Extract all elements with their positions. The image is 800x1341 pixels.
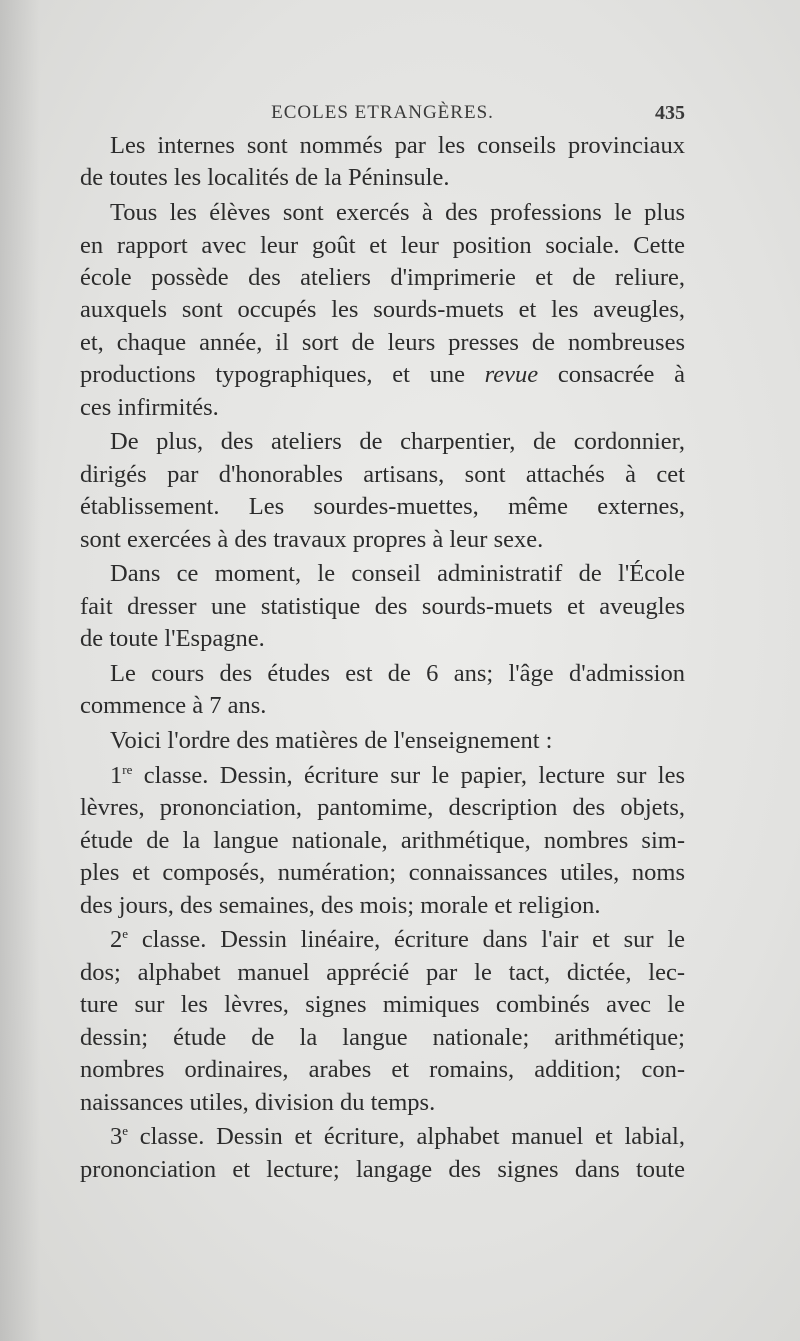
text-line: établissement. Les sourdes-muettes, même externes, — [80, 493, 685, 521]
page-fold-shadow — [0, 0, 40, 1341]
text-segment: productions typographiques, et une — [80, 361, 465, 389]
text-line: dos; alphabet manuel apprécié par le tact, dictée, lec- — [80, 958, 685, 986]
text-line: Voici l'ordre des matières de l'enseignement : — [110, 727, 553, 755]
text-line: lèvres, prononciation, pantomime, description des objets, — [80, 794, 685, 822]
ordinal-suffix: re — [122, 761, 133, 777]
class-number: 1 — [110, 762, 123, 790]
ordinal-suffix: e — [122, 926, 129, 942]
text-line: prononciation et lecture; langage des signes dans toute — [80, 1155, 685, 1183]
italic-word: revue — [484, 361, 539, 389]
text-line-with-italic — [80, 359, 685, 391]
text-line: de toutes les localités de la Péninsule. — [80, 164, 450, 192]
ordinal-suffix: e — [122, 1123, 129, 1139]
paragraph-subject-order — [80, 725, 685, 757]
text-line: ture sur les lèvres, signes mimiques combinés avec le — [80, 991, 685, 1019]
paragraph-professions — [80, 197, 685, 424]
text-line: naissances utiles, division du temps. — [80, 1088, 436, 1116]
paragraph-workshops — [80, 426, 685, 556]
text-line: dirigés par d'honorables artisans, sont attachés à cet — [80, 460, 685, 488]
paragraph-interns — [80, 130, 685, 195]
text-line: commence à 7 ans. — [80, 692, 267, 720]
text-line: en rapport avec leur goût et leur position sociale. Cette — [80, 231, 685, 259]
text-line: auxquels sont occupés les sourds-muets et les aveugles, — [80, 296, 685, 324]
paragraph-statistics — [80, 558, 685, 655]
text-line: nombres ordinaires, arabes et romains, addition; con- — [80, 1056, 685, 1084]
text-line: étude de la langue nationale, arithmétique, nombres sim- — [80, 826, 685, 854]
text-line: dessin; étude de la langue nationale; arithmétique; — [80, 1023, 685, 1051]
paragraph-class-1 — [80, 760, 685, 922]
text-segment: classe. Dessin, écriture sur le papier, lecture sur les — [143, 762, 685, 790]
paragraph-course-length — [80, 658, 685, 723]
text-line: ces infirmités. — [80, 393, 219, 421]
text-line: Le cours des études est de 6 ans; l'âge d'admission — [110, 660, 685, 688]
text-line — [80, 1121, 685, 1153]
text-line — [80, 924, 685, 956]
text-segment: classe. Dessin linéaire, écriture dans l'air et sur le — [141, 926, 685, 954]
text-line: école possède des ateliers d'imprimerie et de reliure, — [80, 264, 685, 292]
text-line: de toute l'Espagne. — [80, 625, 265, 653]
text-line: ples et composés, numération; connaissances utiles, noms — [80, 859, 685, 887]
paragraph-class-2 — [80, 924, 685, 1118]
class-number: 2 — [110, 926, 123, 954]
text-line: Dans ce moment, le conseil administratif de l'École — [110, 560, 685, 588]
text-line: fait dresser une statistique des sourds-muets et aveugles — [80, 592, 685, 620]
class-number: 3 — [110, 1123, 123, 1151]
page-number: 435 — [655, 102, 685, 124]
body-text — [80, 130, 685, 1189]
text-line — [80, 760, 685, 792]
text-segment: consacrée à — [557, 361, 685, 389]
text-line: et, chaque année, il sort de leurs presses de nombreuses — [80, 328, 685, 356]
text-line: Les internes sont nommés par les conseils provinciaux — [110, 132, 685, 159]
text-line: sont exercées à des travaux propres à leur sexe. — [80, 525, 544, 553]
text-segment: classe. Dessin et écriture, alphabet manuel et labial, — [139, 1123, 685, 1151]
running-title: ECOLES ETRANGÈRES. — [271, 102, 494, 123]
text-line: De plus, des ateliers de charpentier, de cordonnier, — [110, 428, 685, 456]
running-head — [80, 102, 685, 132]
text-line: Tous les élèves sont exercés à des professions le plus — [110, 199, 685, 227]
text-line: des jours, des semaines, des mois; morale et religion. — [80, 891, 601, 919]
paragraph-class-3 — [80, 1121, 685, 1186]
